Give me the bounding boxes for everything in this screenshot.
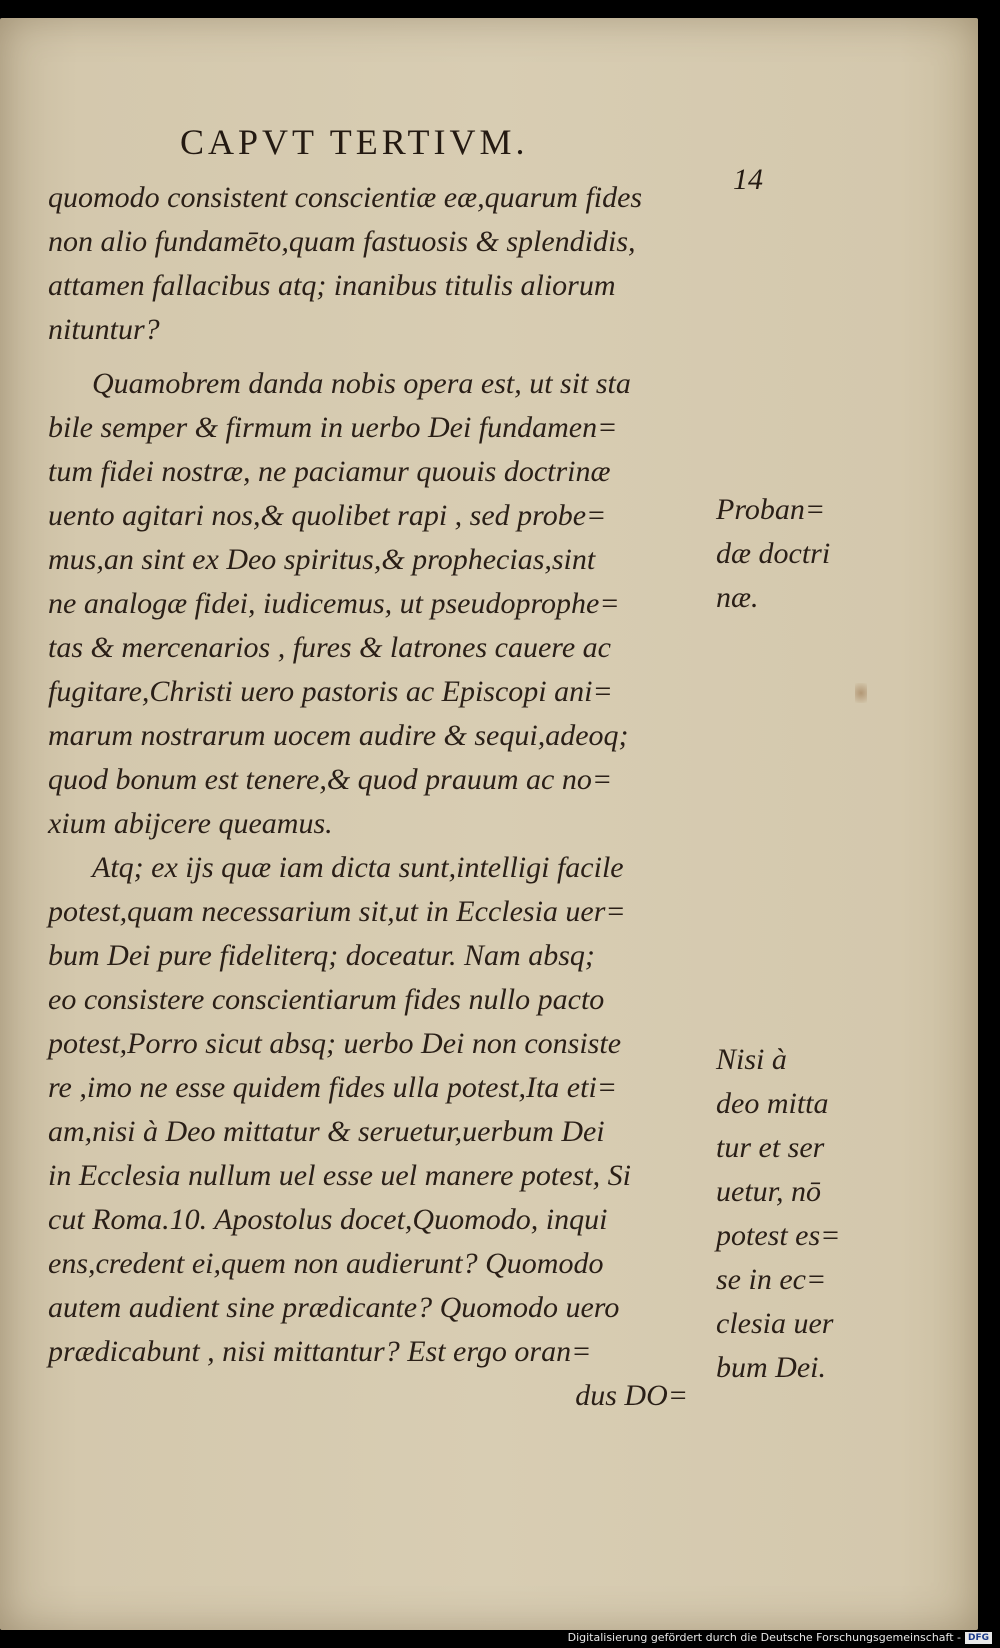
text-line: cut Roma.10. Apostolus docet,Quomodo, inqui: [48, 1203, 608, 1236]
text-line: eo consistere conscientiarum fides nullo pacto: [48, 983, 605, 1016]
credit-text: Digitalisierung gefördert durch die Deutsche Forschungsgemeinschaft -: [567, 1631, 961, 1644]
text-line: re ,imo ne esse quidem fides ulla potest,Ita eti=: [48, 1071, 618, 1104]
text-line: am,nisi à Deo mittatur & seruetur,uerbum Dei: [48, 1115, 605, 1148]
marginal-note: [716, 488, 856, 620]
text-line: nituntur?: [48, 313, 160, 346]
text-line: fugitare,Christi uero pastoris ac Episcopi ani=: [48, 675, 613, 708]
marginal-line: dæ doctri: [716, 537, 831, 570]
text-line: ens,credent ei,quem non audierunt? Quomodo: [48, 1247, 604, 1280]
text-line: uento agitari nos,& quolibet rapi , sed probe=: [48, 499, 607, 532]
marginal-line: tur et ser: [716, 1131, 825, 1164]
book-page: [0, 18, 978, 1630]
text-line: tum fidei nostræ, ne paciamur quouis doctrinæ: [48, 455, 611, 488]
marginal-line: uetur, nō: [716, 1175, 821, 1208]
dfg-logo: DFG: [965, 1632, 992, 1644]
text-line: bum Dei pure fideliterq; doceatur. Nam absq;: [48, 939, 595, 972]
text-line: Atq; ex ijs quæ iam dicta sunt,intelligi facile: [92, 851, 624, 884]
text-line: Quamobrem danda nobis opera est, ut sit sta: [92, 367, 631, 400]
text-line: quod bonum est tenere,& quod prauum ac no=: [48, 763, 613, 796]
marginal-line: se in ec=: [716, 1263, 827, 1296]
folio-number: 14: [733, 163, 763, 196]
text-line: xium abijcere queamus.: [48, 807, 333, 840]
marginal-line: deo mitta: [716, 1087, 829, 1120]
text-line: bile semper & firmum in uerbo Dei fundamen=: [48, 411, 618, 444]
marginal-line: bum Dei.: [716, 1351, 826, 1384]
digitization-credit: [568, 1631, 992, 1644]
text-line: ne analogæ fidei, iudicemus, ut pseudoprophe=: [48, 587, 620, 620]
text-line: non alio fundamēto,quam fastuosis & splendidis,: [48, 225, 636, 258]
marginal-note: [716, 1038, 856, 1390]
marginal-line: clesia uer: [716, 1307, 834, 1340]
text-line: attamen fallacibus atq; inanibus titulis aliorum: [48, 269, 616, 302]
text-line: in Ecclesia nullum uel esse uel manere potest, Si: [48, 1159, 631, 1192]
text-line: potest,quam necessarium sit,ut in Ecclesia uer=: [48, 895, 626, 928]
marginal-line: næ.: [716, 581, 759, 614]
text-line: prædicabunt , nisi mittantur? Est ergo oran=: [48, 1335, 592, 1368]
text-line: tas & mercenarios , fures & latrones cauere ac: [48, 631, 611, 664]
text-line: autem audient sine prædicante? Quomodo uero: [48, 1291, 620, 1324]
catchword: dus DO=: [575, 1379, 688, 1412]
text-line: potest,Porro sicut absq; uerbo Dei non consiste: [48, 1027, 622, 1060]
running-title: CAPVT TERTIVM.: [180, 122, 529, 162]
main-text-block: [48, 176, 718, 1418]
marginal-line: Proban=: [716, 493, 826, 526]
ink-smudge: [855, 683, 867, 703]
text-line: mus,an sint ex Deo spiritus,& prophecias,sint: [48, 543, 596, 576]
text-line: quomodo consistent conscientiæ eæ,quarum fides: [48, 181, 643, 214]
marginal-line: potest es=: [716, 1219, 841, 1252]
marginal-line: Nisi à: [716, 1043, 787, 1076]
text-line: marum nostrarum uocem audire & sequi,adeoq;: [48, 719, 629, 752]
